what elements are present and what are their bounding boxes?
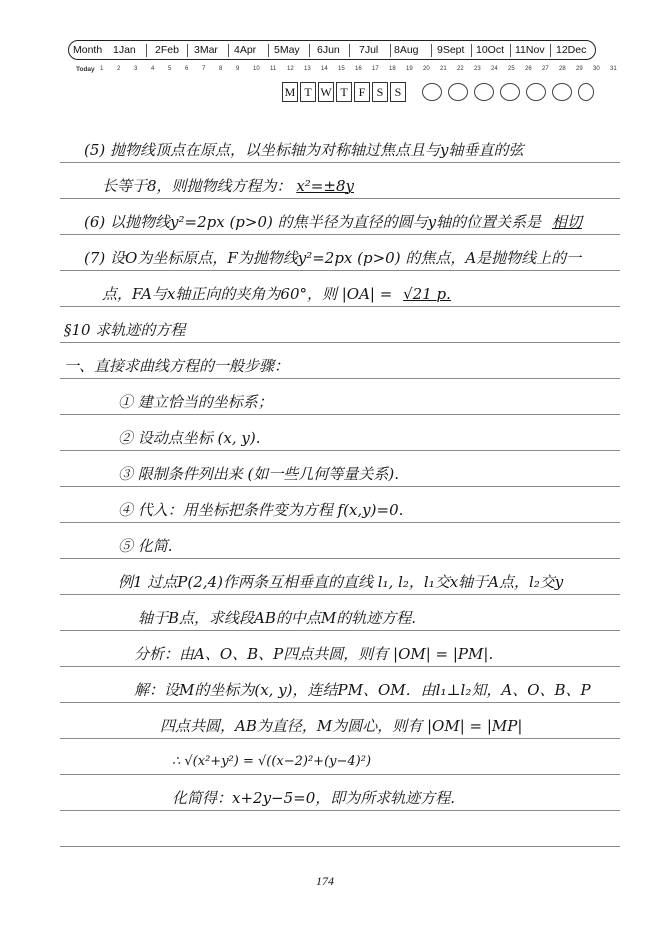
month-bar — [68, 40, 596, 60]
day-number: 2 — [117, 66, 121, 72]
month-feb: 2Feb — [155, 44, 179, 56]
weekday-wed: W — [318, 82, 334, 102]
step-5: ⑤ 化简. — [118, 537, 173, 555]
q5-answer: x²=±8y — [296, 177, 354, 195]
day-number: 28 — [559, 66, 566, 72]
today-label: Today — [76, 66, 95, 73]
q7-line2 — [102, 284, 451, 304]
day-number: 22 — [457, 66, 464, 72]
weather-snow-icon — [578, 83, 594, 101]
weekday-mon: M — [282, 82, 298, 102]
weekday-fri: F — [354, 82, 370, 102]
q5-line2 — [102, 176, 354, 196]
month-dec: 12Dec — [556, 44, 587, 56]
example-line1: 例1 过点P(2,4)作两条互相垂直的直线 l₁, l₂，l₁交x轴于A点，l₂交y — [118, 573, 564, 591]
day-number: 19 — [406, 66, 413, 72]
day-number: 23 — [474, 66, 481, 72]
calendar-header — [0, 0, 660, 110]
q5-line1: (5) 抛物线顶点在原点，以坐标轴为对称轴过焦点且与y轴垂直的弦 — [84, 141, 524, 159]
step-3: ③ 限制条件列出来 (如一些几何等量关系). — [118, 465, 400, 483]
weekday-thu: T — [336, 82, 352, 102]
month-jul: 7Jul — [359, 44, 379, 56]
day-number: 27 — [542, 66, 549, 72]
example-line2: 轴于B点，求线段AB的中点M的轨迹方程. — [138, 609, 417, 627]
day-number: 21 — [440, 66, 447, 72]
day-number: 16 — [355, 66, 362, 72]
weekday-sun: S — [390, 82, 406, 102]
day-number: 8 — [219, 66, 223, 72]
weather-cloud-icon — [448, 83, 468, 101]
day-number: 6 — [185, 66, 189, 72]
day-number: 20 — [423, 66, 430, 72]
step-1: ① 建立恰当的坐标系； — [118, 393, 273, 411]
weekday-row — [282, 82, 602, 104]
q6-line — [84, 212, 582, 232]
day-number: 3 — [134, 66, 138, 72]
month-jun: 6Jun — [317, 44, 340, 56]
q5-text: 长等于8，则抛物线方程为： — [102, 177, 292, 195]
day-number: 24 — [491, 66, 498, 72]
month-mar: 3Mar — [194, 44, 218, 56]
day-number: 29 — [576, 66, 583, 72]
day-number: 4 — [151, 66, 155, 72]
weekday-tue: T — [300, 82, 316, 102]
month-may: 5May — [274, 44, 300, 56]
q7-line1: (7) 设O为坐标原点，F为抛物线y²=2px (p>0) 的焦点，A是抛物线上的一 — [84, 249, 582, 267]
steps-heading: 一、直接求曲线方程的一般步骤： — [64, 357, 290, 375]
day-number: 5 — [168, 66, 172, 72]
step-2: ② 设动点坐标 (x, y). — [118, 429, 261, 447]
day-number: 30 — [593, 66, 600, 72]
day-number: 9 — [236, 66, 240, 72]
analysis-line: 分析：由A、O、B、P四点共圆，则有 |OM| = |PM|. — [134, 645, 494, 663]
weather-rain-icon — [526, 83, 546, 101]
day-number: 15 — [338, 66, 345, 72]
month-nov: 11Nov — [515, 44, 545, 56]
day-number-row — [60, 66, 617, 76]
month-aug: 8Aug — [394, 44, 419, 56]
day-number: 1 — [100, 66, 104, 72]
day-number: 14 — [321, 66, 328, 72]
result-line: 化简得：x+2y−5=0，即为所求轨迹方程. — [172, 789, 456, 807]
day-number: 31 — [610, 66, 617, 72]
step-4: ④ 代入：用坐标把条件变为方程 f(x,y)=0. — [118, 501, 404, 519]
q7-answer: √21 p. — [403, 285, 451, 303]
weather-snow-icon — [552, 83, 572, 101]
solution-line2: 四点共圆，AB为直径，M为圆心，则有 |OM| = |MP| — [160, 717, 523, 735]
equation-line: ∴ √(x²+y²) = √((x−2)²+(y−4)²) — [172, 754, 372, 769]
month-sept: 9Sept — [437, 44, 465, 56]
month-oct: 10Oct — [476, 44, 505, 56]
day-number: 12 — [287, 66, 294, 72]
day-number: 11 — [270, 66, 277, 72]
month-jan: 1Jan — [113, 44, 136, 56]
day-number: 13 — [304, 66, 311, 72]
weather-rain-icon — [500, 83, 520, 101]
q6-text: (6) 以抛物线y²=2px (p>0) 的焦半径为直径的圆与y轴的位置关系是 — [84, 213, 542, 231]
weather-cloud-icon — [474, 83, 494, 101]
weekday-sat: S — [372, 82, 388, 102]
section-title: §10 求轨迹的方程 — [64, 321, 186, 339]
day-number: 18 — [389, 66, 396, 72]
month-apr: 4Apr — [234, 44, 257, 56]
solution-line1: 解：设M的坐标为(x, y)，连结PM、OM．由l₁⊥l₂知，A、O、B、P — [134, 681, 591, 699]
weather-sun-icon — [422, 83, 442, 101]
day-number: 17 — [372, 66, 379, 72]
day-number: 10 — [253, 66, 260, 72]
day-number: 25 — [508, 66, 515, 72]
day-number: 7 — [202, 66, 206, 72]
month-label: Month — [73, 44, 103, 56]
page-number: 174 — [316, 874, 334, 888]
day-number: 26 — [525, 66, 532, 72]
q6-answer: 相切 — [551, 213, 582, 231]
q7-text: 点，FA与x轴正向的夹角为60°，则 |OA| = — [102, 285, 393, 303]
